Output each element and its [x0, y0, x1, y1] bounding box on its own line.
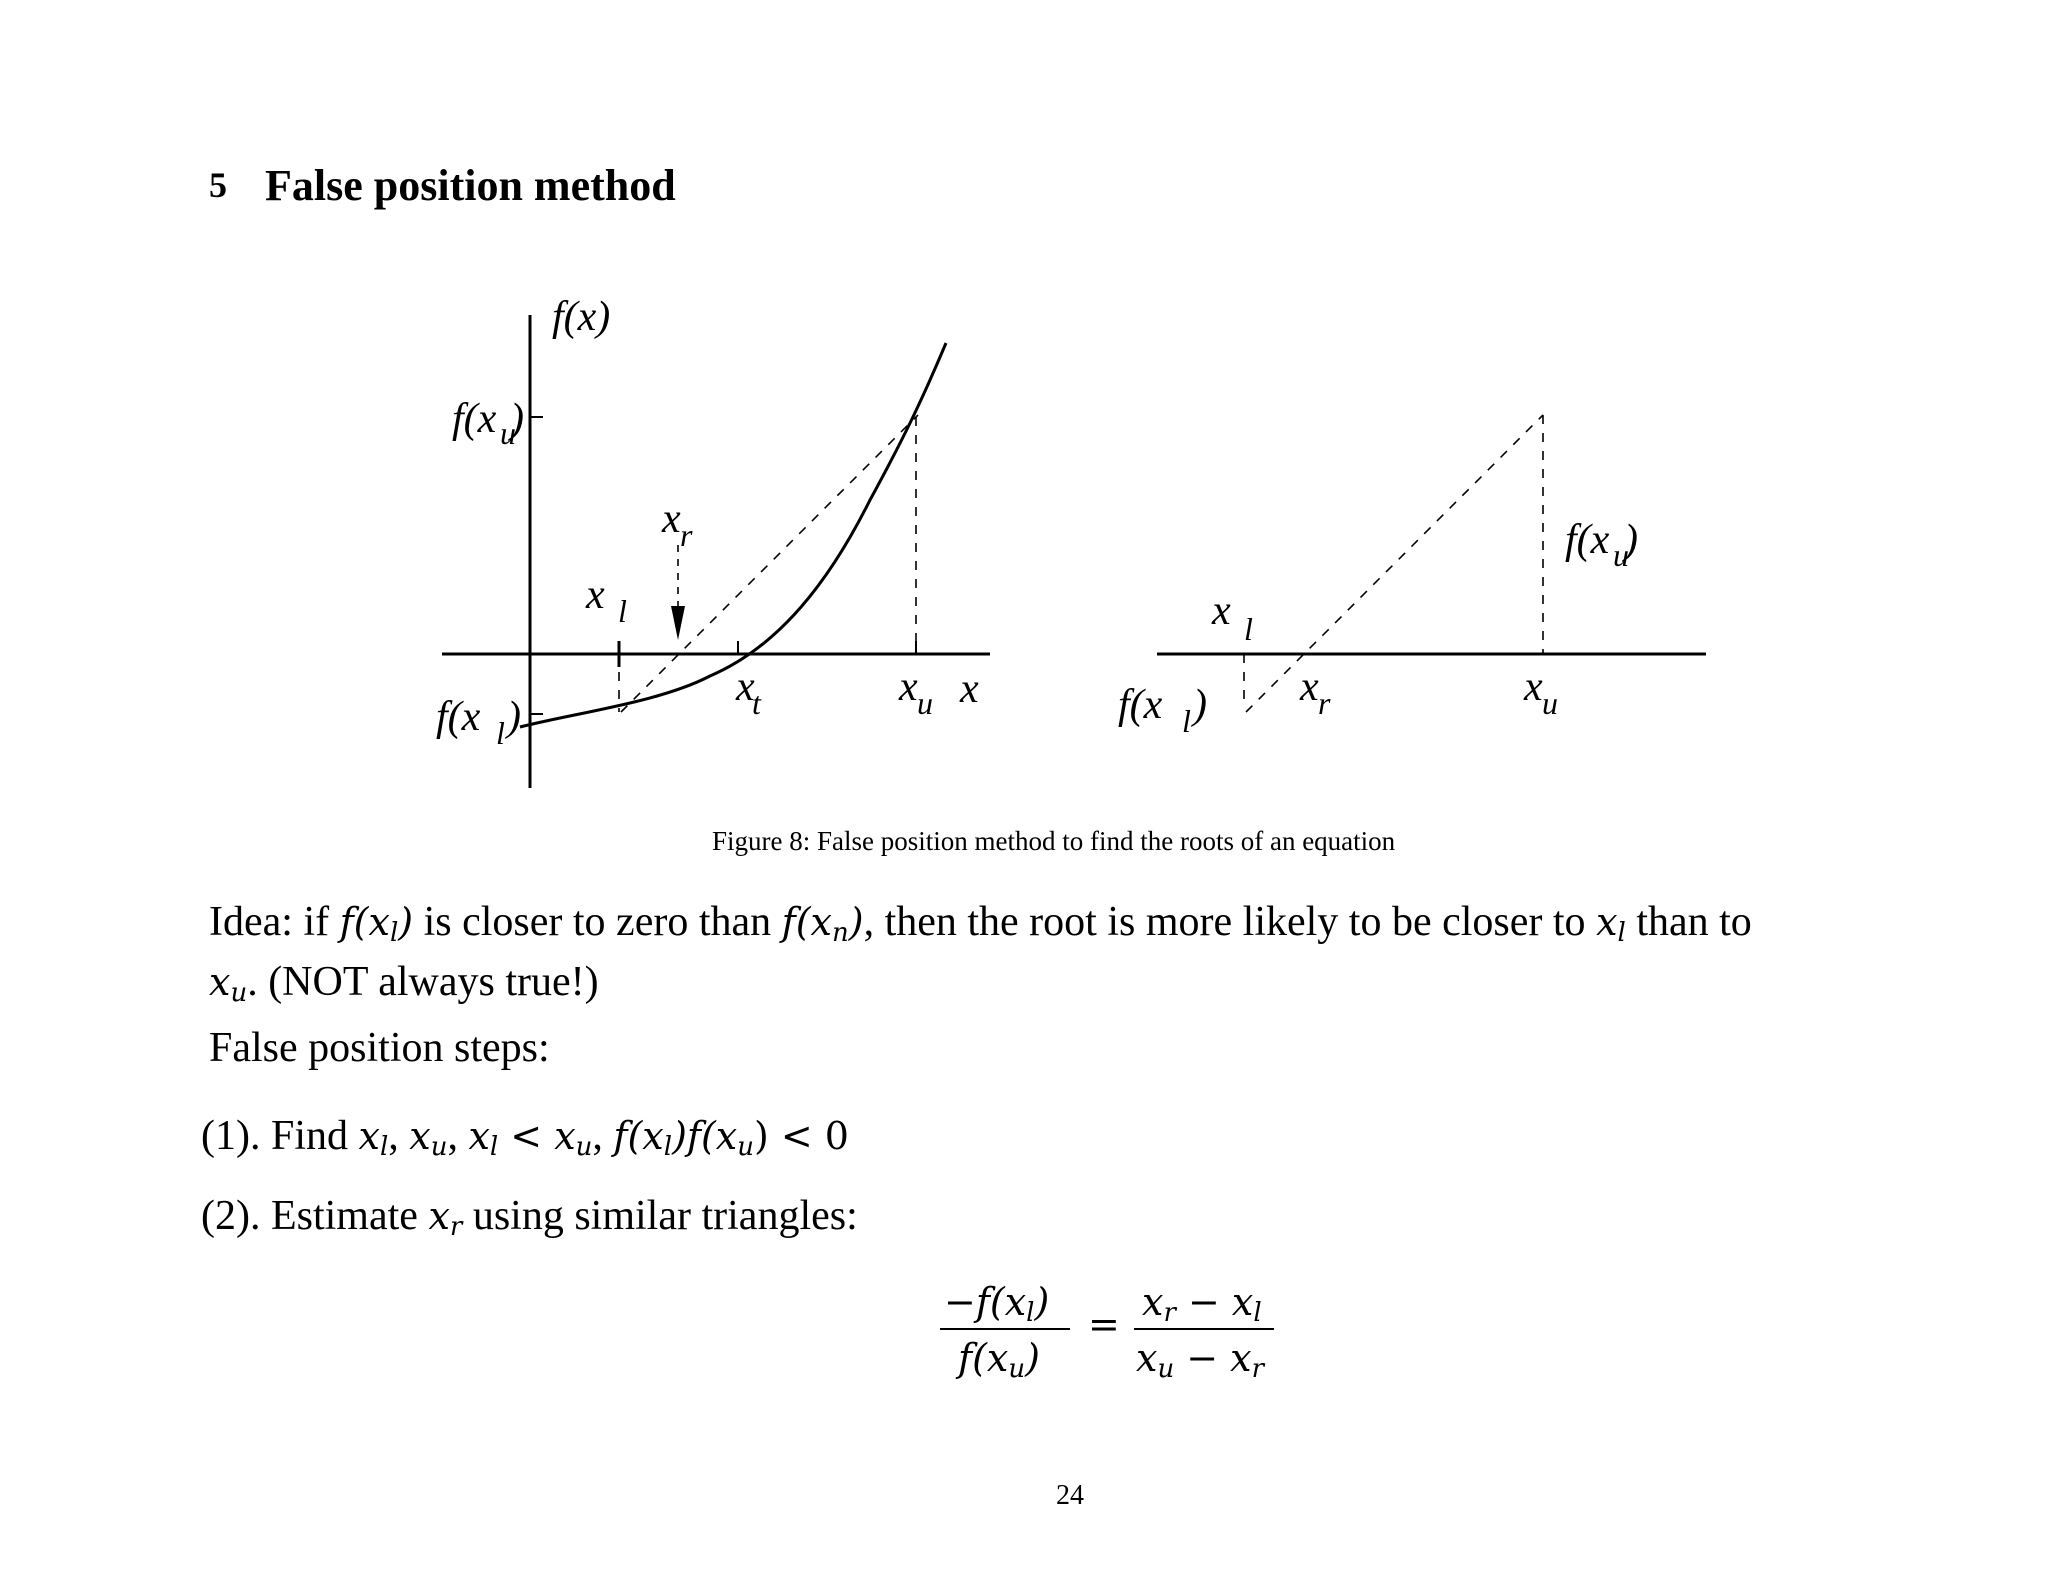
math-sub: l — [663, 1132, 673, 1162]
idea-mid-1: is closer to zero than — [413, 899, 782, 945]
math-sub: r — [449, 1212, 463, 1242]
function-curve — [520, 343, 946, 727]
math-x: x — [409, 1114, 431, 1158]
math-close: ) — [848, 900, 864, 944]
right-fxu-label: f(x — [1565, 517, 1610, 563]
math-sub: l — [489, 1132, 499, 1162]
rhs-num-a: x — [1142, 1280, 1164, 1324]
rhs-numerator — [1142, 1280, 1262, 1328]
right-fxu-end: ) — [1624, 517, 1638, 563]
lhs-num-text: −f(x — [944, 1280, 1027, 1324]
idea-tail: than to — [1625, 899, 1752, 945]
math-x: x — [1596, 900, 1618, 944]
comma: , — [388, 1113, 410, 1159]
left-xl-sub: l — [618, 593, 627, 629]
step2-label: (2). Estimate — [201, 1193, 429, 1239]
step-2 — [201, 1192, 858, 1242]
steps-heading: False position steps: — [209, 1025, 550, 1071]
right-fxl-label: f(x — [1118, 682, 1163, 728]
lhs-num-sub: l — [1026, 1298, 1035, 1328]
math-product-a: f(x — [613, 1114, 664, 1158]
lhs-fraction-bar — [940, 1328, 1070, 1330]
idea-lead: Idea: if — [209, 899, 340, 945]
right-fxu-sub: u — [1613, 537, 1629, 573]
math-sub-u: u — [230, 978, 248, 1008]
math-f: f — [781, 900, 796, 944]
math-close: ) — [398, 900, 414, 944]
left-xu-label: x — [899, 664, 918, 710]
math-sub-l: l — [1617, 918, 1626, 948]
left-fxu-label: f(x — [452, 396, 497, 442]
math-x: x — [554, 1114, 576, 1158]
left-secant-line — [621, 415, 918, 712]
left-x-axis-label: x — [960, 666, 979, 712]
page-number: 24 — [1056, 1480, 1084, 1511]
rhs-num-a-sub: r — [1163, 1298, 1176, 1328]
math-sub: u — [575, 1132, 593, 1162]
math-sub: u — [737, 1132, 754, 1162]
lhs-denominator — [958, 1336, 1040, 1384]
xr-arrow-head — [671, 606, 685, 640]
right-xu-label: x — [1524, 664, 1543, 710]
right-hypotenuse — [1246, 415, 1543, 712]
left-xr-label: x — [662, 496, 681, 542]
left-xt-sub: t — [752, 685, 761, 721]
left-fxl-sub: l — [496, 715, 505, 751]
right-xu-sub: u — [1542, 685, 1558, 721]
comma: , — [592, 1113, 614, 1159]
lhs-den-sub: u — [1008, 1354, 1026, 1384]
step1-label: (1). Find — [201, 1113, 359, 1159]
section-title: False position method — [265, 161, 676, 210]
rhs-fraction-bar — [1134, 1328, 1274, 1330]
right-labels — [1118, 517, 1638, 739]
right-fxl-sub: l — [1182, 703, 1191, 739]
rhs-num-b-sub: l — [1253, 1298, 1262, 1328]
equals-sign — [1088, 1302, 1120, 1346]
right-fxl-end: ) — [1193, 682, 1207, 728]
rhs-den-a-sub: u — [1157, 1354, 1175, 1384]
math-product-b: )f(x — [672, 1114, 738, 1158]
idea-paragraph-line-2 — [209, 958, 599, 1008]
rhs-den-a: x — [1136, 1336, 1158, 1380]
figure-caption: Figure 8: False position method to find the roots of an equation — [712, 826, 1396, 856]
math-x: x — [428, 1194, 450, 1238]
lhs-num-end: ) — [1034, 1280, 1050, 1324]
math-x: x — [209, 960, 231, 1004]
left-fxu-end: ) — [510, 396, 524, 442]
idea-paragraph-line-1 — [209, 898, 1752, 948]
left-xu-sub: u — [917, 685, 933, 721]
right-xr-label: x — [1300, 664, 1319, 710]
rhs-den-b-sub: r — [1251, 1354, 1265, 1384]
math-sub-n: n — [831, 918, 849, 948]
math-product-end: ) < 0 — [753, 1114, 849, 1158]
left-fxl-label: f(x — [436, 694, 481, 740]
right-xl-sub: l — [1244, 611, 1253, 647]
math-sub-l: l — [389, 918, 399, 948]
left-panel — [442, 315, 990, 788]
math-open: (x — [353, 900, 390, 944]
lhs-numerator — [944, 1280, 1049, 1328]
math-f: f — [339, 900, 354, 944]
left-xr-sub: r — [680, 517, 693, 553]
equals-text: = — [1088, 1302, 1120, 1346]
left-xl-label: x — [586, 572, 605, 618]
math-sub: u — [430, 1132, 448, 1162]
math-x: x — [358, 1114, 380, 1158]
idea-mid-2: , then the root is more likely to be closer to — [863, 899, 1597, 945]
left-fxl-end: ) — [507, 694, 521, 740]
math-open: (x — [795, 900, 832, 944]
math-x: x — [468, 1114, 490, 1158]
step2-tail: using similar triangles: — [462, 1193, 858, 1239]
lhs-den-end: ) — [1025, 1336, 1040, 1380]
lhs-den-text: f(x — [958, 1336, 1009, 1380]
rhs-num-op: − x — [1175, 1280, 1254, 1324]
comma: , — [447, 1113, 469, 1159]
section-number: 5 — [209, 165, 227, 205]
right-xl-label: x — [1212, 588, 1231, 634]
less-than: < — [498, 1114, 555, 1158]
left-y-axis-label: f(x) — [552, 294, 611, 340]
idea-line2-tail: . (NOT always true!) — [247, 959, 599, 1005]
step-1 — [201, 1112, 849, 1162]
left-fxu-sub: u — [500, 415, 516, 451]
rhs-den-op: − x — [1174, 1336, 1252, 1380]
left-labels — [436, 294, 979, 751]
left-xt-label: x — [736, 664, 755, 710]
right-xr-sub: r — [1318, 685, 1331, 721]
rhs-denominator — [1136, 1336, 1264, 1384]
math-sub: l — [379, 1132, 389, 1162]
